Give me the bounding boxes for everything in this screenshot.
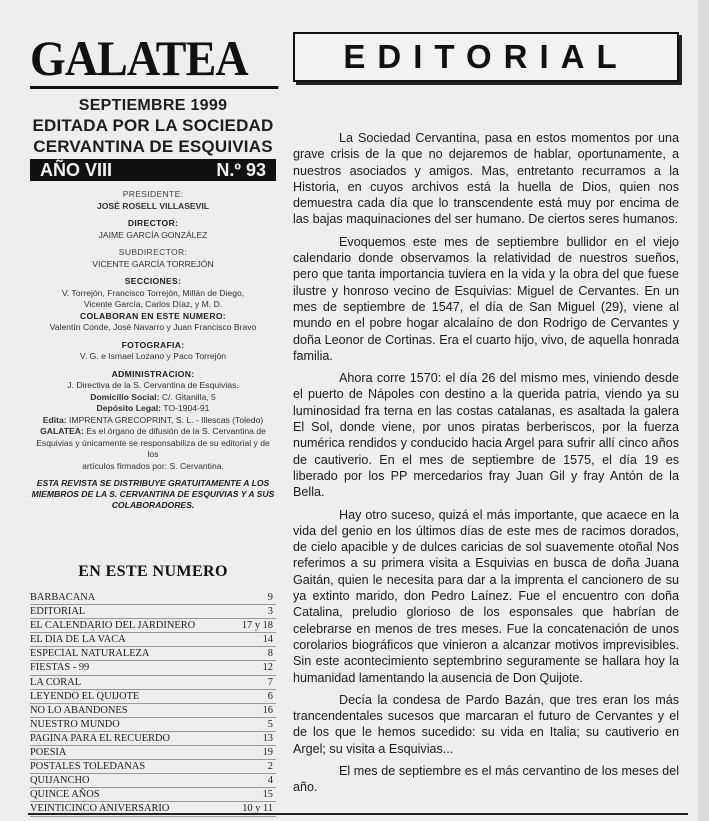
credits-block (30, 189, 276, 511)
free-line-2: MIEMBROS DE LA S. CERVANTINA DE ESQUIVIAS Y A SUS (31, 489, 275, 499)
photo-role: FOTOGRAFIA: (121, 339, 185, 350)
toc-item-label: POESIA (30, 747, 67, 759)
galatea-label: GALATEA: (40, 426, 84, 436)
toc-row (30, 605, 276, 619)
toc-item-page: 7 (267, 676, 273, 688)
toc-row (30, 633, 276, 647)
admin-role: ADMINISTRACION: (111, 368, 195, 379)
toc-item-page: 6 (267, 690, 273, 702)
galatea-text-1: Es el órgano de difusión de la S. Cervantina de (86, 426, 266, 436)
edit-label: Edita: (42, 414, 67, 425)
toc-item-page: 14 (262, 634, 273, 646)
legal-line (30, 403, 276, 415)
toc-item-page: 4 (267, 775, 273, 787)
toc-item-page: 5 (267, 718, 273, 730)
toc-row (30, 732, 276, 746)
editorial-paragraph: La Sociedad Cervantina, pasa en estos momentos por una grave crisis de la que no dejaremos de hablar, oportunamente, a nuestros asociados y amigos. Mas, entretanto recurramos a la Historia, en cuyos archivos está la huella de Dios, quien nos demuestra cada día que lo transcendente está muy por encima de las bajas maquinaciones del ser humano. De ciertos seres humanos. (293, 131, 679, 227)
director-role: DIRECTOR: (127, 218, 179, 228)
toc-item-label: LEYENDO EL QUIJOTE (30, 690, 140, 702)
edit-value: IMPRENTA GRECOPRINT, S. L. - Illescas (Toledo) (69, 414, 264, 425)
toc-row (30, 718, 276, 732)
toc-item-label: LA CORAL (30, 676, 82, 688)
toc-row (30, 788, 276, 802)
sections-line-2: Vicente García, Carlos Díaz, y M. D. (83, 299, 223, 309)
collab-role: COLABORAN EN ESTE NUMERO: (80, 310, 226, 321)
collab-names: Valentín Conde, José Navarro y Juan Francisco Bravo (49, 322, 257, 332)
toc-item-label: POSTALES TOLEDANAS (30, 761, 146, 773)
toc-row (30, 690, 276, 704)
toc-item-label: ESPECIAL NATURALEZA (30, 648, 150, 660)
issue-date: SEPTIEMBRE 1999 (78, 97, 228, 114)
president-role: PRESIDENTE: (122, 189, 184, 199)
left-column (30, 32, 276, 817)
legal-label: Depósito Legal: (96, 403, 162, 413)
edit-line (30, 415, 276, 427)
editorial-body (293, 130, 679, 796)
toc-item-label: PAGINA PARA EL RECUERDO (30, 732, 171, 744)
editorial-paragraph: Ahora corre 1570: el día 26 del mismo mes, viniendo desde el puerto de Nápoles con destino a la querida patria, viendo ya su luminosidad fra terna en las costas catalanas, es asaltada la galera El Sol, donde viene, por unos piratas berberiscos, por la fuerza numérica rendidos y conducido hacia Argel para sufrir allí cinco años de cautiverio. En el mes de septiembre de 1575, el día 19 es liberado por los PP mercedarios fray Juan Gil y fray Antón de la Bella. (293, 371, 679, 500)
toc-title: EN ESTE NUMERO (78, 563, 228, 580)
year-label: AÑO VIII (40, 159, 113, 180)
toc-row (30, 676, 276, 690)
photo-names: V. G. e Ismael Lozano y Paco Torrejón (79, 351, 227, 361)
toc-item-page: 12 (262, 662, 273, 674)
president-name: JOSÉ ROSELL VILLASEVIL (96, 200, 210, 211)
editorial-heading: EDITORIAL (293, 32, 679, 82)
toc-item-label: FIESTAS - 99 (30, 662, 90, 674)
toc-item-label: QUINCE AÑOS (30, 789, 100, 801)
toc-row (30, 760, 276, 774)
free-distribution-note (30, 478, 276, 511)
toc-item-page: 16 (262, 704, 273, 716)
toc-item-label: EL DIA DE LA VACA (30, 634, 126, 646)
toc-row (30, 647, 276, 661)
editorial-paragraph: Decía la condesa de Pardo Bazán, que tres eran los más trancendentales sucesos que marcaran el futuro de Cervantes y el de los que le hemos sucedido: su vida en Italia; su cautiverio en Argel; su visita a Esquivias... (293, 692, 679, 756)
page-edge (698, 0, 709, 821)
year-issue-bar (30, 159, 276, 181)
domicile-line (30, 392, 276, 404)
toc-item-page: 15 (262, 789, 273, 801)
admin-line: J. Directiva de la S. Cervantina de Esquivias. (67, 380, 239, 390)
galatea-line-2: Esquivias y únicamente se responsabiliza de su editorial y de los (36, 437, 270, 459)
sections-line-1: V. Torrejón, Francisco Torrejón, Millán de Diego, (61, 287, 245, 298)
toc-item-label: QUIJANCHO (30, 775, 90, 787)
galatea-line-1 (30, 426, 276, 438)
toc-item-page: 17 y 18 (241, 620, 273, 632)
domicile-value: C/. Gitanilla, 5 (161, 391, 216, 402)
toc-item-label: NUESTRO MUNDO (30, 718, 120, 730)
editorial-paragraph: Hay otro suceso, quizá el más importante, que acaece en la vida del genio en los últimos días de este mes de racimos dorados, de cielo apacible y de dulces caricias de sol suavemente otoñal Nos referimos a su primera visita a Esquivias en busca de doña Juana Gaitán, quien le necesita para dar a la imprenta el cancionero de su ya extinto marido, don Pedro Laínez. Fue el encuentro con doña Catalina, preludio glorioso de los esponsales que habrían de celebrarse en menos de tres meses. Fue la concatenación de unos corolarios biográficos que vinieron a alcanzar motivos imprevisibles. Sin este acontecimiento septembrino seguramente se hallara hoy la humanidad lamentando la ausencia de Don Quijote. (293, 507, 679, 685)
editorial-paragraph: Evoquemos este mes de septiembre bullidor en el viejo calendario donde observamos la relatividad de nuestros sueños, pero que tanta importancia tuviera en la vida y la obra del que fuese ilustre y honroso vecino de Esquivias: Miguel de Cervantes. En un mes de septiembre de 1547, el día de San Miguel (29), viene al mundo en el pobre hogar alcalaíno de don Rodrigo de Cervantes y doña Leonor de Cortinas. Era el cuarto hijo, vivo, de aquella honrada familia. (293, 234, 679, 363)
toc-item-page: 10 y 11 (242, 803, 273, 815)
sections-role: SECCIONES: (124, 276, 182, 286)
toc-row (30, 661, 276, 675)
masthead-title: GALATEA (30, 32, 278, 89)
subdirector-role: SUBDIRECTOR: (118, 247, 188, 257)
publisher-line-2: CERVANTINA DE ESQUIVIAS (33, 137, 273, 156)
toc-row (30, 591, 276, 605)
toc-item-label: BARBACANA (30, 592, 96, 603)
toc-item-page: 3 (267, 606, 273, 618)
editorial-paragraph: El mes de septiembre es el más cervantino de los meses del año. (293, 763, 679, 795)
toc-item-page: 8 (267, 648, 273, 660)
subdirector-name: VICENTE GARCÍA TORREJÓN (92, 258, 214, 269)
director-name: JAIME GARCÍA GONZÁLEZ (98, 229, 208, 240)
legal-value: TO-1904-91 (163, 403, 210, 413)
galatea-line-3: artículos firmados por: S. Cervantina. (82, 460, 224, 471)
toc-row (30, 704, 276, 718)
table-of-contents (30, 591, 276, 817)
free-line-3: COLABORADORES. (111, 500, 195, 510)
toc-item-page: 13 (262, 732, 273, 744)
toc-item-label: NO LO ABANDONES (30, 704, 128, 716)
toc-item-label: EDITORIAL (30, 606, 86, 618)
toc-item-label: EL CALENDARIO DEL JARDINERO (30, 620, 196, 632)
issue-number: N.º 93 (216, 159, 266, 180)
free-line-1: ESTA REVISTA SE DISTRIBUYE GRATUITAMENTE A LOS (36, 478, 270, 488)
toc-item-page: 2 (267, 761, 273, 773)
domicile-label: Domicilio Social: (90, 391, 160, 402)
toc-item-label: VEINTICINCO ANIVERSARIO (30, 803, 170, 815)
toc-row (30, 774, 276, 788)
toc-row (30, 619, 276, 633)
right-column (293, 32, 681, 802)
publisher-line-1: EDITADA POR LA SOCIEDAD (32, 116, 274, 135)
toc-item-page: 9 (267, 592, 273, 603)
bottom-divider (28, 813, 688, 815)
toc-row (30, 746, 276, 760)
toc-item-page: 19 (262, 747, 273, 759)
